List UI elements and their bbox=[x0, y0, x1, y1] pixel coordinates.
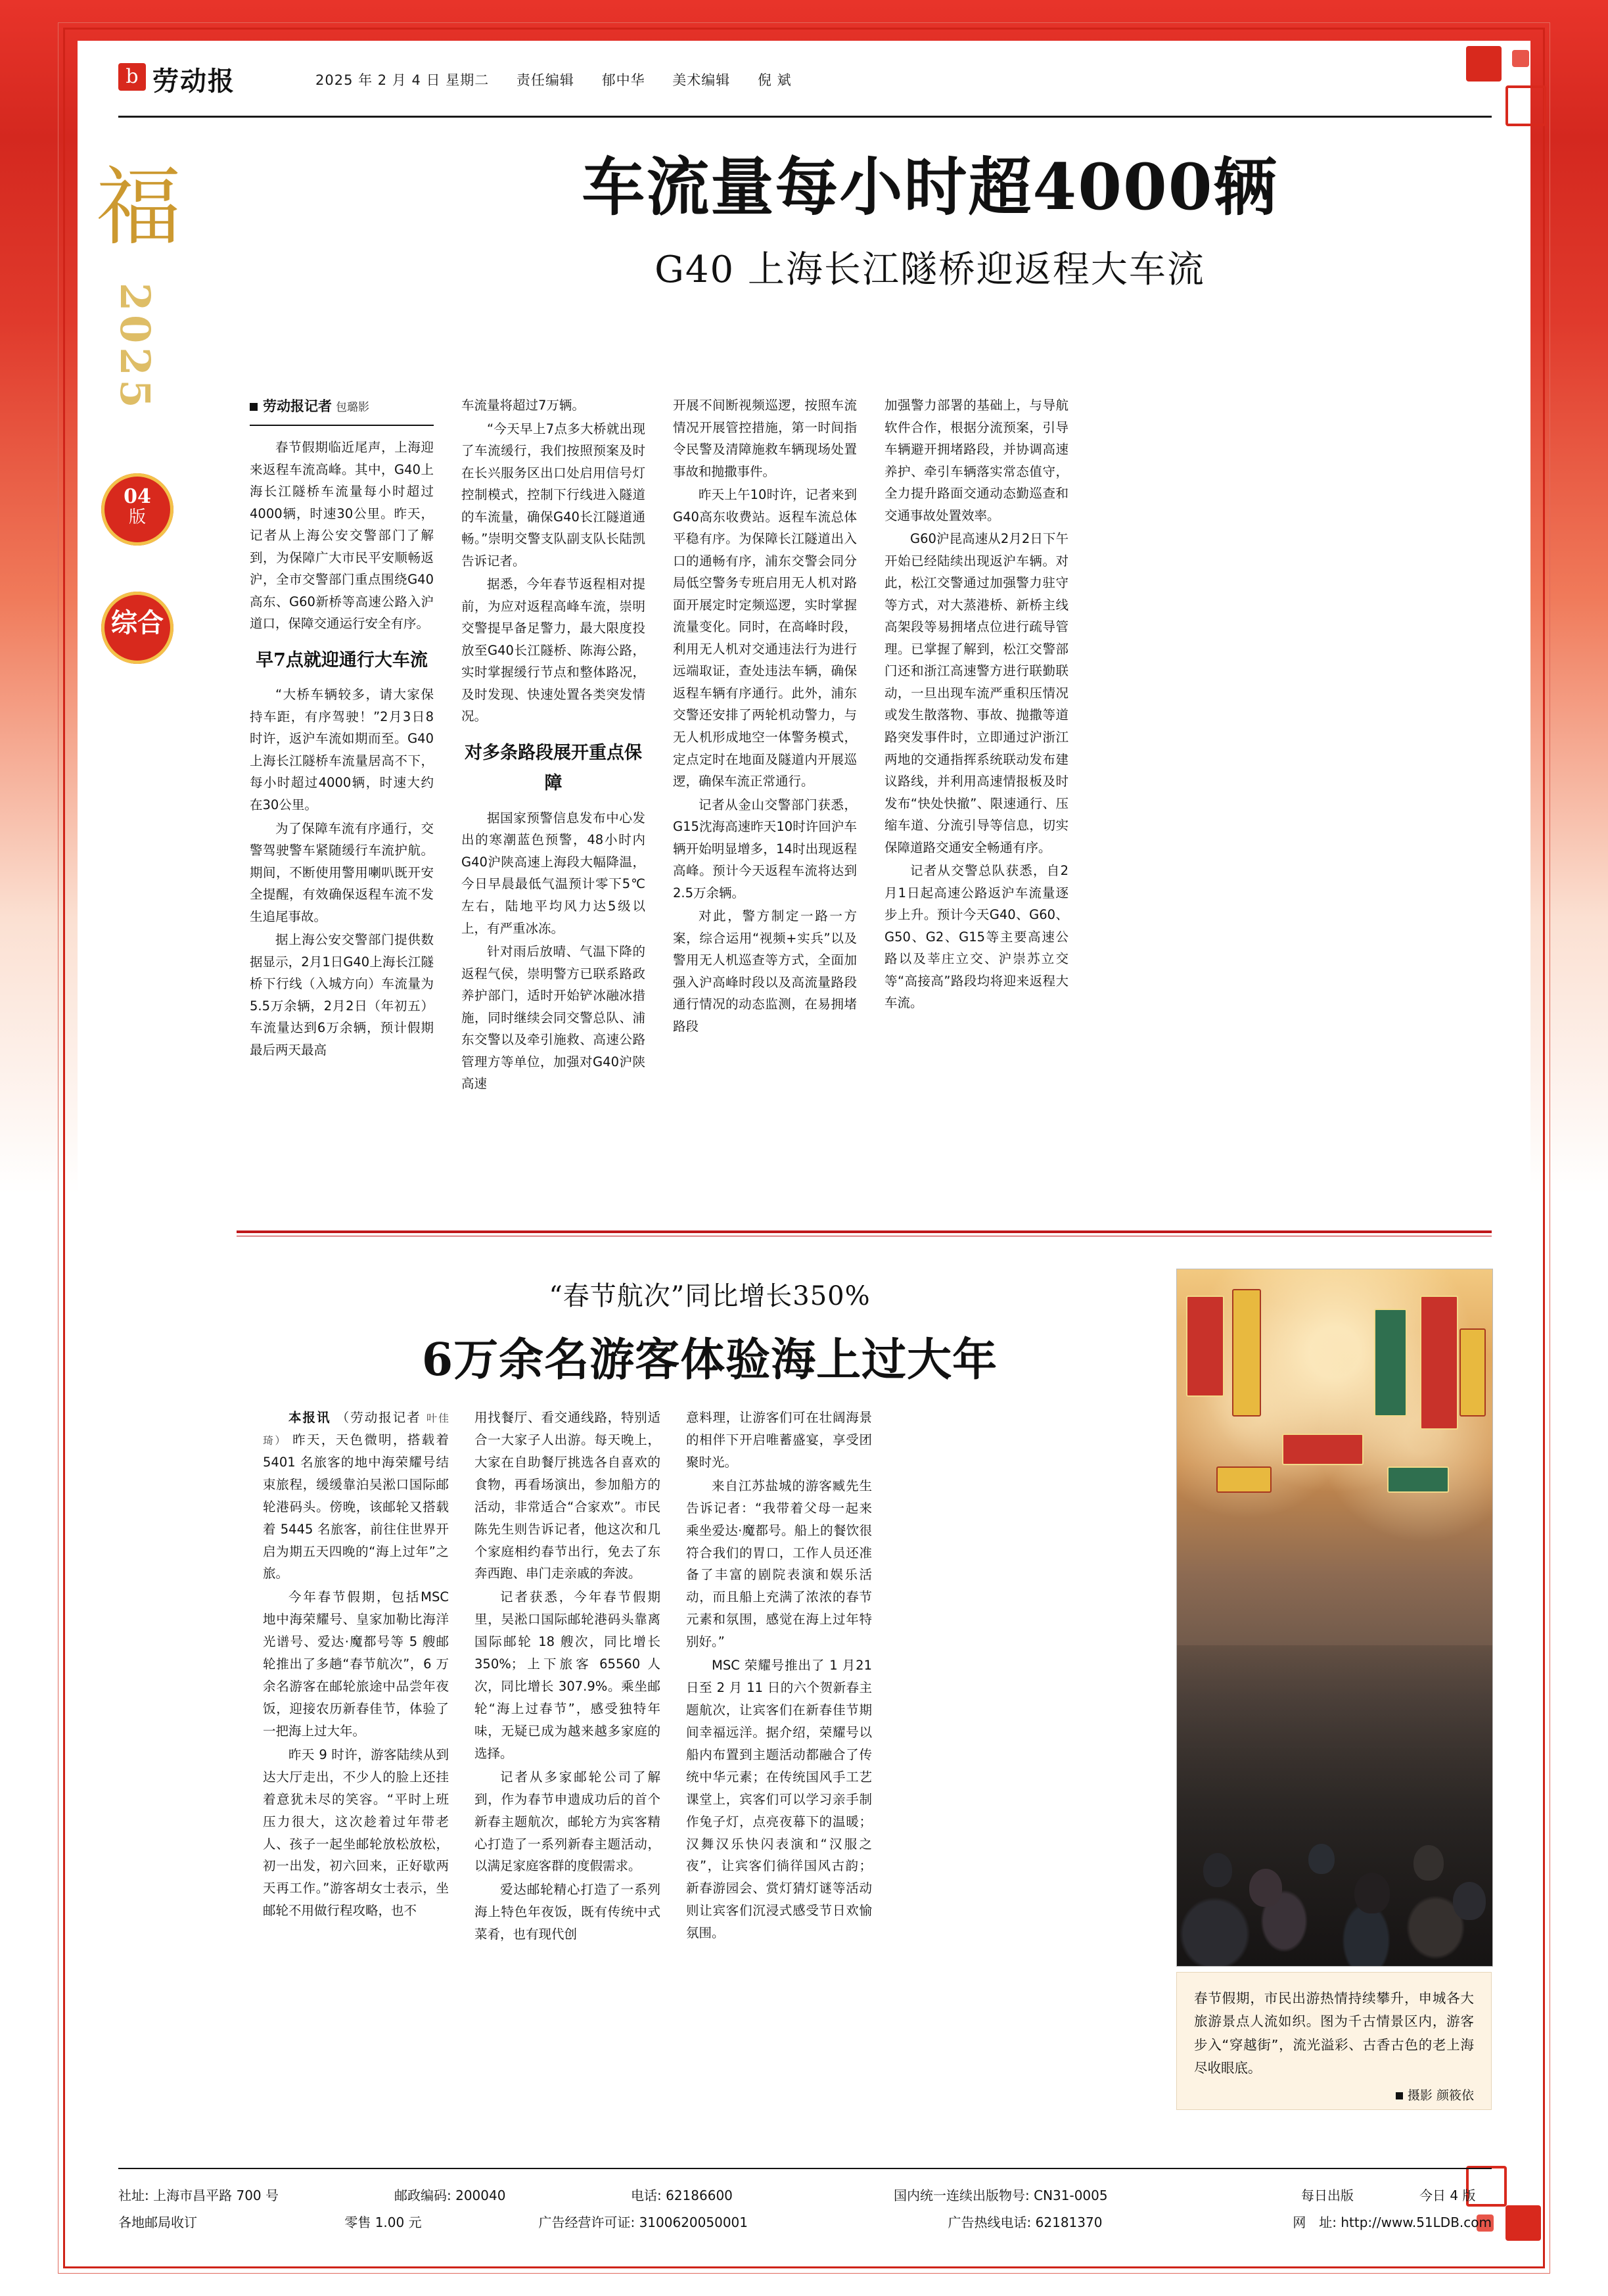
article2-para: 记者获悉，今年春节假期里，吴淞口国际邮轮港码头靠离国际邮轮 18 艘次，同比增长 350%；上下旅客 65560 人次，同比增长 307.9%。乘坐邮轮“海上过春节”，感受独特年味，无疑已成为越来越多家庭的选择。 bbox=[474, 1589, 660, 1761]
article1-para: 对此，警方制定一路一方案，综合运用“视频+实兵”以及警用无人机巡查等方式，全面加强入沪高峰时段以及高流量路段通行情况的动态监测，在易拥堵路段 bbox=[673, 908, 857, 1034]
footer-ad-tel-label: 广告热线电话: bbox=[948, 2214, 1032, 2230]
section-divider bbox=[237, 1230, 1492, 1233]
footer-license-value: 3100620050001 bbox=[639, 2214, 748, 2230]
article2-para-text: 昨天，天色微明，搭载着 5401 名旅客的地中海荣耀号结束旅程，缓缓靠泊吴淞口国际邮轮港码头。傍晚，该邮轮又搭载着 5445 名旅客，前往住世界开启为期五天四晚的“海上过年”之旅。 bbox=[263, 1432, 449, 1581]
photo-credit-label: 摄影 bbox=[1407, 2088, 1433, 2103]
footer-tel-value: 62186600 bbox=[666, 2188, 733, 2203]
article1-headline: 车流量每小时超4000辆 bbox=[582, 150, 1278, 224]
footer-postcode bbox=[394, 2182, 631, 2209]
article1-column-3 bbox=[673, 394, 857, 1039]
article2-para: 意料理，让游客们可在壮阔海景的相伴下开启唯蓄盛宴，享受团聚时光。 bbox=[686, 1410, 872, 1470]
footer-subscribe: 各地邮局收订 bbox=[118, 2214, 197, 2230]
year-vertical: 2025 bbox=[111, 283, 159, 412]
footer-divider bbox=[118, 2168, 1492, 2169]
article2-column-2 bbox=[474, 1407, 660, 1947]
footer-retail-label: 零售 bbox=[344, 2214, 371, 2230]
edition-unit: 版 bbox=[128, 507, 146, 527]
photo-crowd bbox=[1177, 1645, 1492, 1966]
footer-address-label: 社址: bbox=[118, 2188, 149, 2203]
article1-byline-rule bbox=[250, 425, 434, 426]
footer-retail bbox=[344, 2209, 538, 2236]
article2-lead-para bbox=[263, 1407, 449, 1585]
article1-para: 开展不间断视频巡逻，按照车流情况开展管控措施，第一时间指令民警及清障施救车辆现场处置事故和抛撒事件。 bbox=[673, 398, 857, 479]
article2-kicker: “春节航次”同比增长350% bbox=[549, 1281, 871, 1311]
article2-para: 用找餐厅、看交通线路，特别适合一大家子人出游。每天晚上，大家在自助餐厅挑选各自喜欢的食物，再看场演出，参加船方的活动，非常适合“合家欢”。市民陈先生则告诉记者，他这次和几个家庭相约春节出行，免去了东奔西跑、串门走亲戚的奔波。 bbox=[474, 1410, 660, 1581]
section-badge bbox=[101, 592, 173, 664]
editor-label: 责任编辑 bbox=[516, 72, 574, 88]
masthead-meta bbox=[315, 70, 814, 89]
edition-number: 04 bbox=[124, 485, 151, 508]
masthead bbox=[118, 60, 1492, 106]
article2-para: 昨天 9 时许，游客陆续从到达大厅走出，不少人的脸上还挂着意犹未尽的笑容。“平时上班压力很大，这次趁着过年带老人、孩子一起坐邮轮放松放松，初一出发，初六回来，正好歇两天再工作。”游客胡女士表示，坐邮轮不用做行程攻略，也不 bbox=[263, 1746, 449, 1919]
article2-para: 来自江苏盐城的游客臧先生告诉记者：“我带着父母一起来乘坐爱达·魔都号。船上的餐饮很符合我们的胃口，工作人员还准备了丰富的剧院表演和娱乐活动，而且船上充满了浓浓的春节元素和氛围，感觉在海上过年特别好。” bbox=[686, 1478, 872, 1650]
art-editor-name: 倪 斌 bbox=[757, 72, 792, 88]
article2-body bbox=[263, 1407, 1143, 2123]
editor-name: 郁中华 bbox=[601, 72, 645, 88]
article1-para: 针对雨后放晴、气温下降的返程气侯，崇明警方已联系路政养护部门，适时开始铲冰融冰措施，同时继续会同交警总队、浦东交警以及牵引施救、高速公路管理方等单位，加强对G40沪陕高速 bbox=[461, 944, 645, 1092]
article2-para: 记者从多家邮轮公司了解到，作为春节申遗成功后的首个新春主题航次，邮轮方为宾客精心打造了一系列新春主题活动，以满足家庭客群的度假需求。 bbox=[474, 1769, 660, 1874]
left-ornament-column bbox=[72, 131, 197, 986]
footer-tel-label: 电话: bbox=[631, 2188, 662, 2203]
article1-column-4 bbox=[884, 394, 1068, 1016]
photo-credit bbox=[1194, 2085, 1474, 2107]
footer bbox=[118, 2182, 1492, 2236]
article1-para: 记者从交警总队获悉，自2月1日起高速公路返沪车流量逐步上升。预计今天G40、G60、G50、G2、G15等主要高速公路以及莘庄立交、沪崇苏立交等“高接高”路段均将迎来返程大车流。 bbox=[884, 863, 1068, 1011]
article1-headline-block bbox=[368, 151, 1492, 293]
footer-row-2 bbox=[118, 2209, 1492, 2236]
footer-website-url[interactable]: http://www.51LDB.com bbox=[1341, 2214, 1492, 2230]
bullet-square-icon bbox=[1396, 2092, 1403, 2099]
footer-postcode-value: 200040 bbox=[455, 2188, 506, 2203]
article1-subhead-1: 早7点就迎通行大车流 bbox=[256, 649, 428, 670]
footer-website-label: 网 址: bbox=[1293, 2214, 1337, 2230]
article1-body bbox=[250, 394, 1492, 1203]
article2-source: 本报讯 bbox=[288, 1410, 331, 1425]
publication-name: 劳动报 bbox=[152, 66, 235, 97]
photo-credit-name: 颜筱依 bbox=[1436, 2088, 1474, 2103]
photo-caption-box bbox=[1176, 1972, 1492, 2110]
photo-frame bbox=[1176, 1269, 1493, 1967]
edition-badge bbox=[101, 473, 173, 546]
footer-page-count: 今日 4 版 bbox=[1419, 2188, 1476, 2203]
fu-character: 福 bbox=[95, 157, 181, 257]
article1-para: 据上海公安交警部门提供数据显示，2月1日G40上海长江隧桥下行线（入城方向）车流量为5.5万余辆，2月2日（年初五）车流量达到6万余辆，预计假期最后两天最高 bbox=[250, 932, 434, 1058]
footer-row-1 bbox=[118, 2182, 1492, 2209]
footer-publish-frequency: 每日出版 bbox=[1301, 2188, 1354, 2203]
footer-license-label: 广告经营许可证: bbox=[538, 2214, 635, 2230]
article1-para: 记者从金山交警部门获悉，G15沈海高速昨天10时许回沪车辆开始明显增多，14时出现返程高峰。预计今天返程车流将达到2.5万余辆。 bbox=[673, 797, 857, 901]
article1-byline bbox=[250, 394, 434, 418]
footer-ad-tel-value: 62181370 bbox=[1035, 2214, 1103, 2230]
article1-para: “今天早上7点多大桥就出现了车流缓行，我们按照预案及时在长兴服务区出口处启用信号灯控制模式，控制下行线进入隧道的车流量，确保G40长江隧道通畅。”崇明交警支队副支队长陆凯告诉记者。 bbox=[461, 421, 645, 569]
footer-serial-value: CN31-0005 bbox=[1034, 2188, 1108, 2203]
article1-para: 据国家预警信息发布中心发出的寒潮蓝色预警，48小时内G40沪陕高速上海段大幅降温，今日早晨最低气温预计零下5℃左右，陆地平均风力达5级以上，有严重冰冻。 bbox=[461, 810, 645, 936]
article1-subheadline: G40 上海长江隧桥迎返程大车流 bbox=[655, 248, 1205, 292]
issue-date: 2025 年 2 月 4 日 星期二 bbox=[315, 72, 490, 88]
article1-column-2 bbox=[461, 394, 645, 1096]
article1-byline-text: 劳动报记者 bbox=[263, 398, 332, 414]
article2-byline: （劳动报记者 bbox=[336, 1410, 421, 1425]
masthead-divider bbox=[118, 116, 1492, 118]
footer-serial-label: 国内统一连续出版物号: bbox=[894, 2188, 1030, 2203]
footer-ad-tel bbox=[948, 2209, 1293, 2236]
footer-retail-value: 1.00 元 bbox=[375, 2214, 422, 2230]
article2-para: 爱达邮轮精心打造了一系列海上特色年夜饭，既有传统中式菜肴，也有现代创 bbox=[474, 1882, 660, 1942]
footer-address bbox=[118, 2182, 394, 2209]
article1-para: 昨天上午10时许，记者来到G40高东收费站。返程车流总体平稳有序。为保障长江隧道出入口的通畅有序，浦东交警会同分局低空警务专班启用无人机对路面开展定时定频巡逻，实时掌握流量变化。同时，在高峰时段，利用无人机对交通违法行为进行远端取证，查处违法车辆，确保返程车辆有序通行。此外，浦东交警还安排了两轮机动警力，与无人机形成地空一体警务模式，定点定时在地面及隧道内开展巡逻，确保车流正常通行。 bbox=[673, 487, 857, 789]
footer-website[interactable] bbox=[1293, 2209, 1492, 2236]
article2-headline-block bbox=[276, 1275, 1143, 1388]
article2-para: MSC 荣耀号推出了 1 月21日至 2 月 11 日的六个贺新春主题航次，让宾客们在新春佳节期间幸福远洋。据介绍，荣耀号以船内布置到主题活动都融合了传统中华元素；在传统国风手工艺课堂上，宾客们可以学习亲手制作兔子灯，点亮夜幕下的温暖；汉舞汉乐快闪表演和“汉服之夜”，让宾客们徜徉国风古韵；新春游园会、赏灯猜灯谜等活动则让宾客们沉浸式感受节日欢愉氛围。 bbox=[686, 1658, 872, 1941]
article1-para: 据悉，今年春节返程相对提前，为应对返程高峰车流，崇明交警提早备足警力，最大限度投放至G40长江隧桥、陈海公路，实时掌握缓行节点和整体路况，及时发现、快速处置各类突发情况。 bbox=[461, 576, 645, 724]
footer-license bbox=[538, 2209, 948, 2236]
publication-logo-icon: b bbox=[118, 63, 146, 91]
news-photo bbox=[1177, 1269, 1492, 1966]
footer-tel bbox=[631, 2182, 894, 2209]
article1-author: 包璐影 bbox=[336, 401, 369, 414]
article1-column-1 bbox=[250, 394, 434, 1062]
bullet-square-icon bbox=[250, 403, 258, 411]
article1-para: 加强警力部署的基础上，与导航软件合作，根据分流预案，引导车辆避开拥堵路段，并协调高速养护、牵引车辆落实常态值守，全力提升路面交通动态勤巡查和交通事故处置效率。 bbox=[884, 398, 1068, 523]
footer-serial bbox=[894, 2182, 1301, 2209]
article2-column-1 bbox=[263, 1407, 449, 1923]
article1-para: 春节假期临近尾声，上海迎来返程车流高峰。其中，G40上海长江隧桥车流量每小时超过4000辆，时速30公里。昨天，记者从上海公安交警部门了解到，为保障广大市民平安顺畅返沪，全市交警部门重点围绕G40高东、G60新桥等高速公路入沪道口，保障交通运行安全有序。 bbox=[250, 440, 434, 632]
photo-shop-signs bbox=[1177, 1269, 1492, 1631]
article1-para: 为了保障车流有序通行，交警驾驶警车紧随缓行车流护航。期间，不断使用警用喇叭既开安全提醒，有效确保返程车流不发生追尾事故。 bbox=[250, 820, 434, 924]
article1-para: 车流量将超过7万辆。 bbox=[461, 398, 585, 413]
footer-address-value: 上海市昌平路 700 号 bbox=[153, 2188, 279, 2203]
article2-title: 6万余名游客体验海上过大年 bbox=[421, 1334, 998, 1386]
article2-para: 今年春节假期，包括MSC 地中海荣耀号、皇家加勒比海洋光谱号、爱达·魔都号等 5 艘邮轮推出了多趟“春节航次”，6 万余名游客在邮轮旅途中品尝年夜饭，迎接农历新春佳节，体验了一把海上过大年。 bbox=[263, 1589, 449, 1739]
article1-para: G60沪昆高速从2月2日下午开始已经陆续出现返沪车辆。对此，松江交警通过加强警力驻守等方式，对大蒸港桥、新桥主线高架段等易拥堵点位进行疏导管理。已掌握了解到，松江交警部门还和浙江高速警方进行联勤联动，一旦出现车流严重积压情况或发生散落物、事故、抛撒等道路突发事件时，立即通过沪浙江两地的交通指挥系统联动发布建议路线，并利用高速情报板及时发布“快处快撤”、限速通行、压缩车道、分流引导等信息，切实保障道路交通安全畅通有序。 bbox=[884, 531, 1068, 855]
article2-author: 叶佳琦） bbox=[263, 1412, 449, 1447]
article2-column-3 bbox=[686, 1407, 872, 1946]
article1-subhead-2: 对多条路段展开重点保障 bbox=[465, 742, 642, 794]
art-editor-label: 美术编辑 bbox=[672, 72, 731, 88]
section-label: 综合 bbox=[111, 607, 164, 638]
footer-postcode-label: 邮政编码: bbox=[394, 2188, 451, 2203]
photo-caption-text: 春节假期，市民出游热情持续攀升，申城各大旅游景点人流如织。图为千古情景区内，游客步入“穿越街”，流光溢彩、古香古色的老上海尽收眼底。 bbox=[1194, 1990, 1474, 2076]
article1-para: “大桥车辆较多，请大家保持车距，有序驾驶！”2月3日8时许，返沪车流如期而至。G40上海长江隧桥车流量居高不下，每小时超过4000辆，时速大约在30公里。 bbox=[250, 687, 434, 812]
